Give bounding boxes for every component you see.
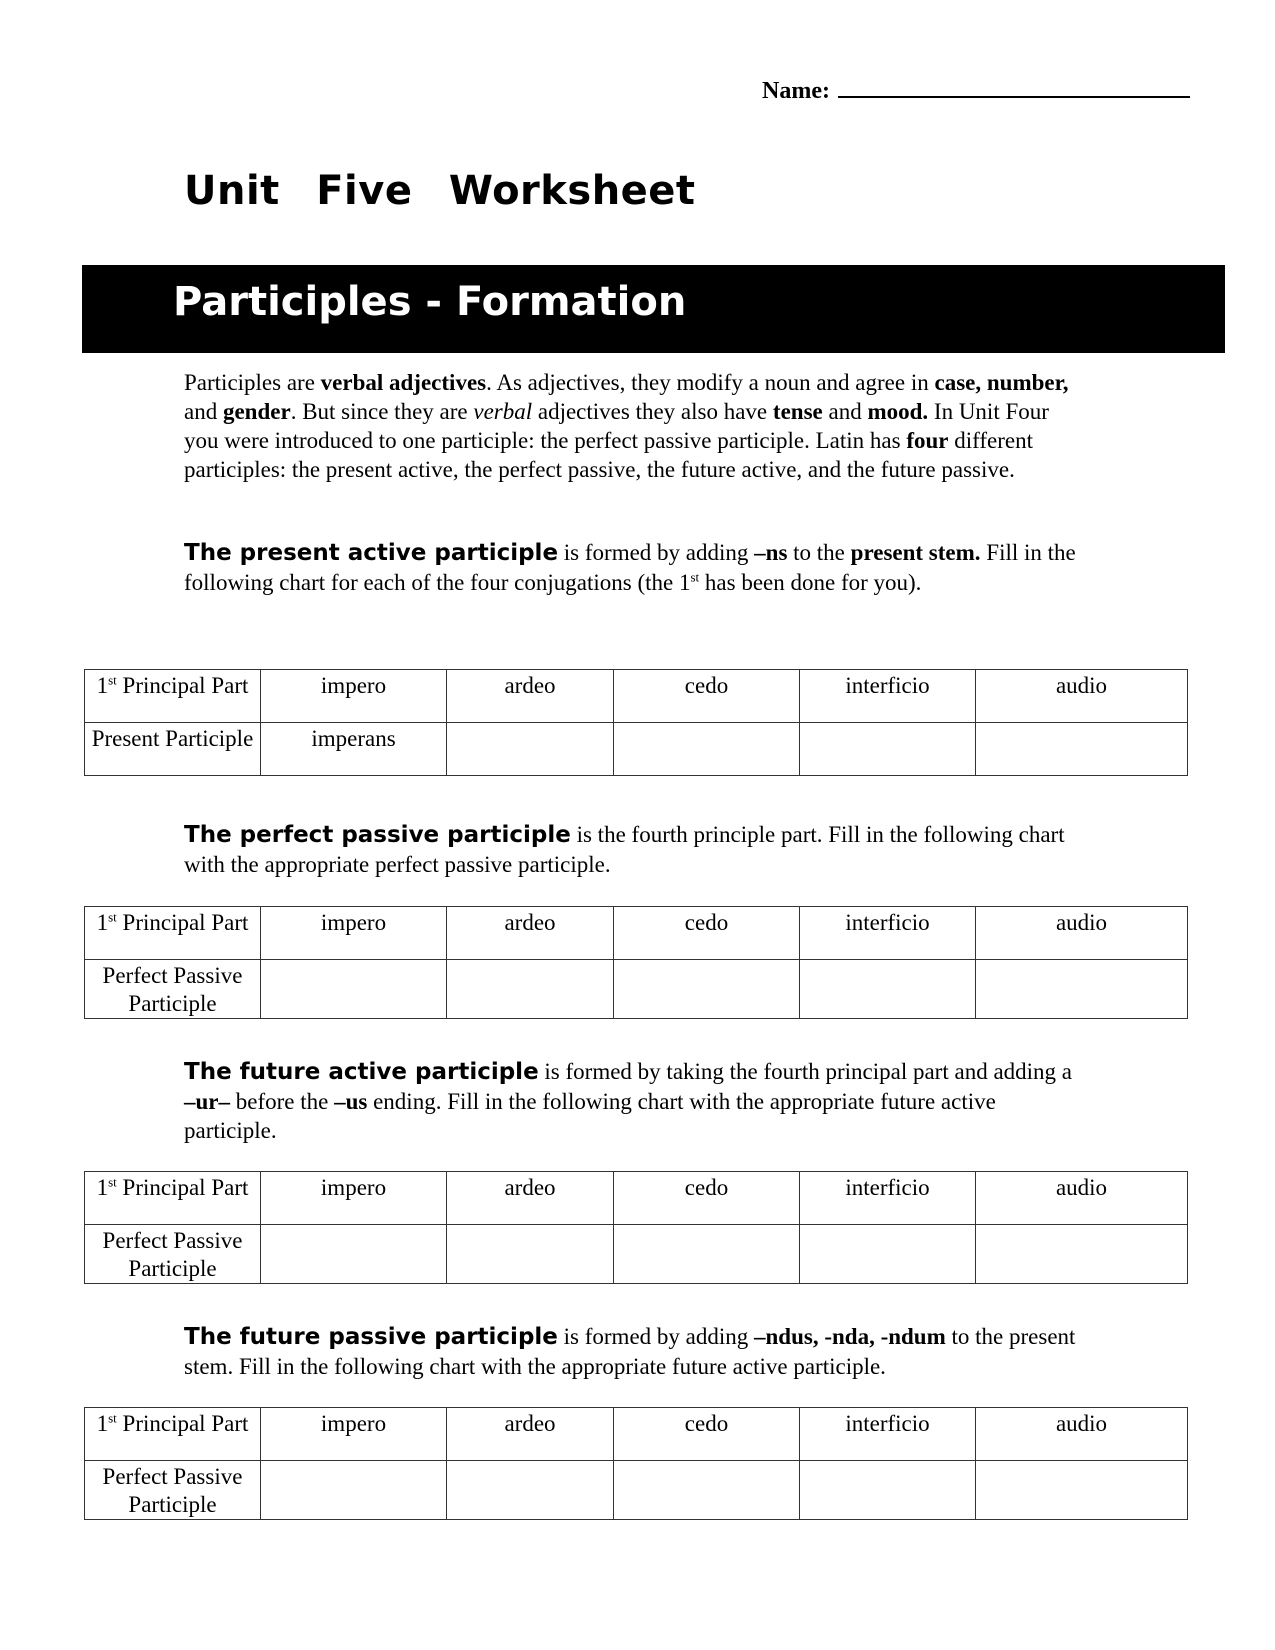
table-row [85,1172,1188,1225]
answer-cell[interactable] [976,723,1188,776]
answer-cell[interactable] [447,1225,614,1284]
verb-cell: audio [976,670,1188,723]
row-label-first-principal-part: 1st Principal Part [85,907,261,960]
answer-cell[interactable] [976,960,1188,1019]
answer-cell[interactable] [800,1461,976,1520]
verb-cell: cedo [614,907,800,960]
answer-cell[interactable] [447,723,614,776]
name-field [762,74,1190,105]
row-label-first-principal-part: 1st Principal Part [85,1408,261,1461]
verb-cell: ardeo [447,1408,614,1461]
table-row [85,960,1188,1019]
answer-cell[interactable] [261,960,447,1019]
name-blank-line[interactable] [838,74,1190,98]
present-active-chart [84,669,1188,776]
table-row [85,1225,1188,1284]
table-row [85,1408,1188,1461]
perfect-passive-chart [84,906,1188,1019]
answer-cell[interactable] [447,1461,614,1520]
answer-cell[interactable] [976,1225,1188,1284]
answer-cell[interactable] [261,1225,447,1284]
verb-cell: interficio [800,907,976,960]
answer-cell[interactable] [614,723,800,776]
verb-cell: cedo [614,670,800,723]
row-label-first-principal-part: 1st Principal Part [85,1172,261,1225]
verb-cell: ardeo [447,670,614,723]
answer-cell[interactable] [614,1461,800,1520]
answer-cell[interactable] [261,1461,447,1520]
table-row [85,1461,1188,1520]
table-row [85,907,1188,960]
future-passive-chart [84,1407,1188,1520]
verb-cell: impero [261,1408,447,1461]
answer-cell[interactable] [976,1461,1188,1520]
answer-cell[interactable] [800,960,976,1019]
intro-paragraph: Participles are verbal adjectives. As adjectives, they modify a noun and agree in case, number, and gender. But since they are verbal adjectives they also have tense and mood. In Unit Four you were introduced to one participle: the perfect passive participle. Latin has four different participles: the present active, the perfect passive, the future active, and the future passive. [184,370,1069,482]
future-passive-heading: The future passive participle [184,1324,558,1350]
verb-cell: cedo [614,1172,800,1225]
row-label-perfect-passive-participle: Perfect Passive Participle [85,1225,261,1284]
answer-cell[interactable] [800,723,976,776]
future-active-instructions: The future active participle is formed by taking the fourth principal part and adding a –ur– before the –us ending. Fill in the following chart with the appropriate future active participle. [184,1059,1072,1143]
row-label-first-principal-part: 1st Principal Part [85,670,261,723]
answer-cell[interactable]: imperans [261,723,447,776]
verb-cell: impero [261,907,447,960]
verb-cell: ardeo [447,907,614,960]
verb-cell: audio [976,907,1188,960]
page-title: Unit Five Worksheet [184,168,696,214]
answer-cell[interactable] [614,1225,800,1284]
future-active-heading: The future active participle [184,1059,539,1085]
future-passive-instructions: The future passive participle is formed by adding –ndus, -nda, -ndum to the present stem. Fill in the following chart with the appropriate future active participle. [184,1324,1076,1379]
section-banner-title: Participles - Formation [173,279,687,325]
verb-cell: impero [261,670,447,723]
section-banner [82,265,1225,353]
answer-cell[interactable] [800,1225,976,1284]
future-active-chart [84,1171,1188,1284]
verb-cell: ardeo [447,1172,614,1225]
verb-cell: cedo [614,1408,800,1461]
table-row [85,670,1188,723]
present-active-instructions: The present active participle is formed by adding –ns to the present stem. Fill in the following chart for each of the four conjugations (the 1st has been done for you). [184,540,1076,595]
row-label-perfect-passive-participle: Perfect Passive Participle [85,960,261,1019]
present-active-heading: The present active participle [184,540,559,566]
table-row [85,723,1188,776]
verb-cell: audio [976,1408,1188,1461]
perfect-passive-instructions: The perfect passive participle is the fourth principle part. Fill in the following chart with the appropriate perfect passive participle. [184,822,1065,877]
verb-cell: audio [976,1172,1188,1225]
row-label-present-participle: Present Participle [85,723,261,776]
name-label: Name: [762,78,830,104]
verb-cell: interficio [800,670,976,723]
verb-cell: interficio [800,1172,976,1225]
perfect-passive-heading: The perfect passive participle [184,822,571,848]
row-label-perfect-passive-participle: Perfect Passive Participle [85,1461,261,1520]
answer-cell[interactable] [614,960,800,1019]
answer-cell[interactable] [447,960,614,1019]
verb-cell: interficio [800,1408,976,1461]
verb-cell: impero [261,1172,447,1225]
